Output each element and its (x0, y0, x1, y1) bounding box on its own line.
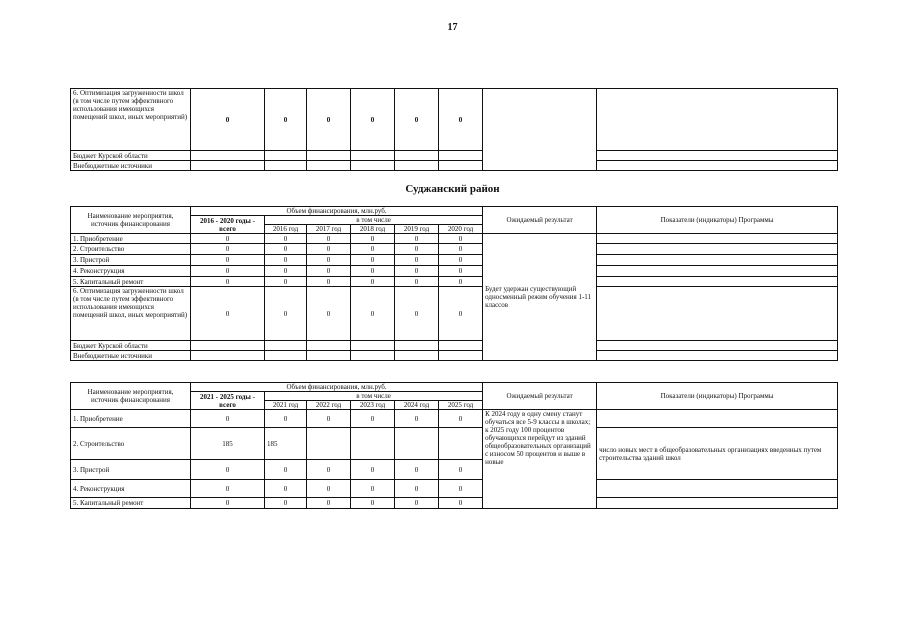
year-cell: 0 (265, 234, 307, 244)
table-row (71, 234, 838, 244)
year-cell: 0 (439, 244, 483, 255)
total-cell: 0 (191, 410, 265, 428)
year-cell: 0 (351, 498, 395, 509)
column-header-year: 2025 год (439, 401, 483, 410)
row-label: 4. Реконструкция (71, 480, 191, 498)
total-cell: 0 (191, 460, 265, 480)
year-cell (351, 428, 395, 460)
year-cell: 0 (265, 266, 307, 277)
year-cell (351, 351, 395, 361)
row-label: 5. Капитальный ремонт (71, 277, 191, 287)
result-cell (483, 89, 597, 171)
year-cell (439, 428, 483, 460)
year-cell: 0 (265, 89, 307, 151)
table-row (71, 89, 838, 151)
year-cell (351, 161, 395, 171)
year-cell: 0 (265, 498, 307, 509)
year-cell: 0 (307, 89, 351, 151)
row-label: 6. Оптимизация загруженности школ (в том числе путем эффективного использования имеющихся помещений школ, иных мероприятий) (71, 89, 191, 151)
indicator-cell (597, 255, 838, 266)
year-cell: 0 (307, 244, 351, 255)
indicator-cell (597, 351, 838, 361)
year-cell: 0 (439, 287, 483, 341)
row-label: 1. Приобретение (71, 234, 191, 244)
column-header-year: 2016 год (265, 225, 307, 234)
column-header-indicators: Показатели (индикаторы) Программы (597, 207, 838, 234)
row-label: 3. Пристрой (71, 255, 191, 266)
year-cell: 0 (351, 244, 395, 255)
column-header-funding: Объем финансирования, млн.руб. (191, 207, 483, 216)
year-cell (395, 161, 439, 171)
column-header-incl: в том числе (265, 392, 483, 401)
year-cell: 0 (439, 234, 483, 244)
indicator-cell (597, 266, 838, 277)
funding-table-2016-2020 (70, 206, 838, 361)
indicator-cell (597, 161, 838, 171)
year-cell: 0 (351, 410, 395, 428)
region-title: Суджанский район (405, 183, 500, 195)
year-cell: 0 (351, 277, 395, 287)
row-label: 6. Оптимизация загруженности школ (в том числе путем эффективного использования имеющихся помещений школ, иных мероприятий) (71, 287, 191, 341)
table-row (71, 266, 838, 277)
table-row (71, 255, 838, 266)
total-cell (191, 351, 265, 361)
year-cell: 0 (439, 277, 483, 287)
year-cell: 0 (351, 255, 395, 266)
year-cell: 0 (307, 480, 351, 498)
year-cell (439, 151, 483, 161)
column-header-year: 2021 год (265, 401, 307, 410)
result-cell: Будет удержан существующий односменный режим обучения 1-11 классов (483, 234, 597, 361)
indicator-cell: число новых мест в общеобразовательных организациях введенных путем строительства зданий школ (597, 428, 838, 480)
year-cell (439, 351, 483, 361)
year-cell: 0 (395, 234, 439, 244)
year-cell: 0 (439, 89, 483, 151)
total-cell (191, 341, 265, 351)
year-cell (307, 351, 351, 361)
year-cell (351, 341, 395, 351)
column-header-year: 2023 год (351, 401, 395, 410)
year-cell (307, 341, 351, 351)
table-row (71, 151, 838, 161)
year-cell: 0 (265, 410, 307, 428)
total-cell: 0 (191, 234, 265, 244)
year-cell: 0 (307, 277, 351, 287)
year-cell: 0 (395, 277, 439, 287)
result-cell: К 2024 году в одну смену станут обучаться все 5-9 классы в школах; к 2025 году 100 процентов обучающихся перейдут из зданий общеобразовательных организаций с износом 50 процентов и выше в новые (483, 410, 597, 509)
table-row (71, 244, 838, 255)
year-cell (395, 428, 439, 460)
table-row (71, 498, 838, 509)
year-cell: 0 (439, 460, 483, 480)
row-label: 5. Капитальный ремонт (71, 498, 191, 509)
year-cell: 0 (307, 287, 351, 341)
year-cell (395, 341, 439, 351)
indicator-cell (597, 287, 838, 341)
column-header-total: 2021 - 2025 годы - всего (191, 392, 265, 410)
column-header-result: Ожидаемый результат (483, 383, 597, 410)
table-row (71, 428, 838, 460)
column-header-funding: Объем финансирования, млн.руб. (191, 383, 483, 392)
total-cell: 0 (191, 277, 265, 287)
year-cell: 0 (351, 89, 395, 151)
year-cell: 0 (351, 266, 395, 277)
year-cell: 0 (307, 266, 351, 277)
table-row (71, 351, 838, 361)
total-cell: 0 (191, 498, 265, 509)
year-cell: 0 (265, 287, 307, 341)
year-cell (307, 151, 351, 161)
row-label: Бюджет Курской области (71, 341, 191, 351)
year-cell: 0 (439, 480, 483, 498)
column-header-year: 2020 год (439, 225, 483, 234)
row-label: 2. Строительство (71, 428, 191, 460)
year-cell (395, 151, 439, 161)
column-header-indicators: Показатели (индикаторы) Программы (597, 383, 838, 410)
column-header-result: Ожидаемый результат (483, 207, 597, 234)
year-cell: 0 (351, 460, 395, 480)
year-cell (265, 151, 307, 161)
year-cell: 0 (307, 460, 351, 480)
year-cell: 0 (351, 480, 395, 498)
column-header-year: 2019 год (395, 225, 439, 234)
indicator-cell (597, 244, 838, 255)
year-cell: 0 (307, 410, 351, 428)
year-cell: 0 (265, 460, 307, 480)
year-cell (307, 428, 351, 460)
column-header-year: 2022 год (307, 401, 351, 410)
column-header-total: 2016 - 2020 годы - всего (191, 216, 265, 234)
year-cell: 0 (439, 410, 483, 428)
year-cell: 0 (395, 480, 439, 498)
total-cell: 0 (191, 287, 265, 341)
row-label: Бюджет Курской области (71, 151, 191, 161)
total-cell: 0 (191, 244, 265, 255)
table-row (71, 287, 838, 341)
total-cell (191, 161, 265, 171)
total-cell: 0 (191, 266, 265, 277)
funding-table-2021-2025 (70, 382, 838, 509)
year-cell (307, 161, 351, 171)
row-label: 3. Пристрой (71, 460, 191, 480)
indicator-cell (597, 410, 838, 428)
year-cell: 0 (395, 498, 439, 509)
row-label: 4. Реконструкция (71, 266, 191, 277)
indicator-cell (597, 89, 838, 151)
year-cell (265, 161, 307, 171)
year-cell: 0 (395, 460, 439, 480)
year-cell: 0 (265, 480, 307, 498)
table-row (71, 277, 838, 287)
column-header-year: 2018 год (351, 225, 395, 234)
year-cell (439, 161, 483, 171)
year-cell: 0 (395, 244, 439, 255)
year-cell: 0 (265, 244, 307, 255)
year-cell: 0 (395, 266, 439, 277)
year-cell: 0 (265, 277, 307, 287)
total-cell: 0 (191, 255, 265, 266)
year-cell: 0 (395, 89, 439, 151)
row-label: 1. Приобретение (71, 410, 191, 428)
indicator-cell (597, 151, 838, 161)
table-row (71, 410, 838, 428)
row-label: Внебюджетные источники (71, 161, 191, 171)
row-label: 2. Строительство (71, 244, 191, 255)
indicator-cell (597, 277, 838, 287)
total-cell (191, 151, 265, 161)
indicator-cell (597, 498, 838, 509)
year-cell: 0 (307, 234, 351, 244)
year-cell (395, 351, 439, 361)
indicator-cell (597, 341, 838, 351)
column-header-incl: в том числе (265, 216, 483, 225)
page-number: 17 (447, 22, 458, 33)
continuation-table (70, 88, 838, 171)
indicator-cell (597, 480, 838, 498)
table-row (71, 161, 838, 171)
year-cell: 185 (265, 428, 307, 460)
column-header-year: 2024 год (395, 401, 439, 410)
year-cell: 0 (395, 410, 439, 428)
year-cell: 0 (351, 287, 395, 341)
year-cell (351, 151, 395, 161)
table-row (71, 480, 838, 498)
year-cell: 0 (351, 234, 395, 244)
column-header-name: Наименование мероприятия, источник финансирования (71, 383, 191, 410)
column-header-name: Наименование мероприятия, источник финансирования (71, 207, 191, 234)
year-cell: 0 (439, 255, 483, 266)
year-cell: 0 (395, 287, 439, 341)
year-cell: 0 (307, 255, 351, 266)
row-label: Внебюджетные источники (71, 351, 191, 361)
year-cell (265, 341, 307, 351)
year-cell (439, 341, 483, 351)
year-cell: 0 (307, 498, 351, 509)
year-cell: 0 (265, 255, 307, 266)
total-cell: 185 (191, 428, 265, 460)
total-cell: 0 (191, 480, 265, 498)
year-cell: 0 (439, 266, 483, 277)
indicator-cell (597, 234, 838, 244)
table-row (71, 341, 838, 351)
year-cell: 0 (395, 255, 439, 266)
total-cell: 0 (191, 89, 265, 151)
year-cell (265, 351, 307, 361)
year-cell: 0 (439, 498, 483, 509)
column-header-year: 2017 год (307, 225, 351, 234)
